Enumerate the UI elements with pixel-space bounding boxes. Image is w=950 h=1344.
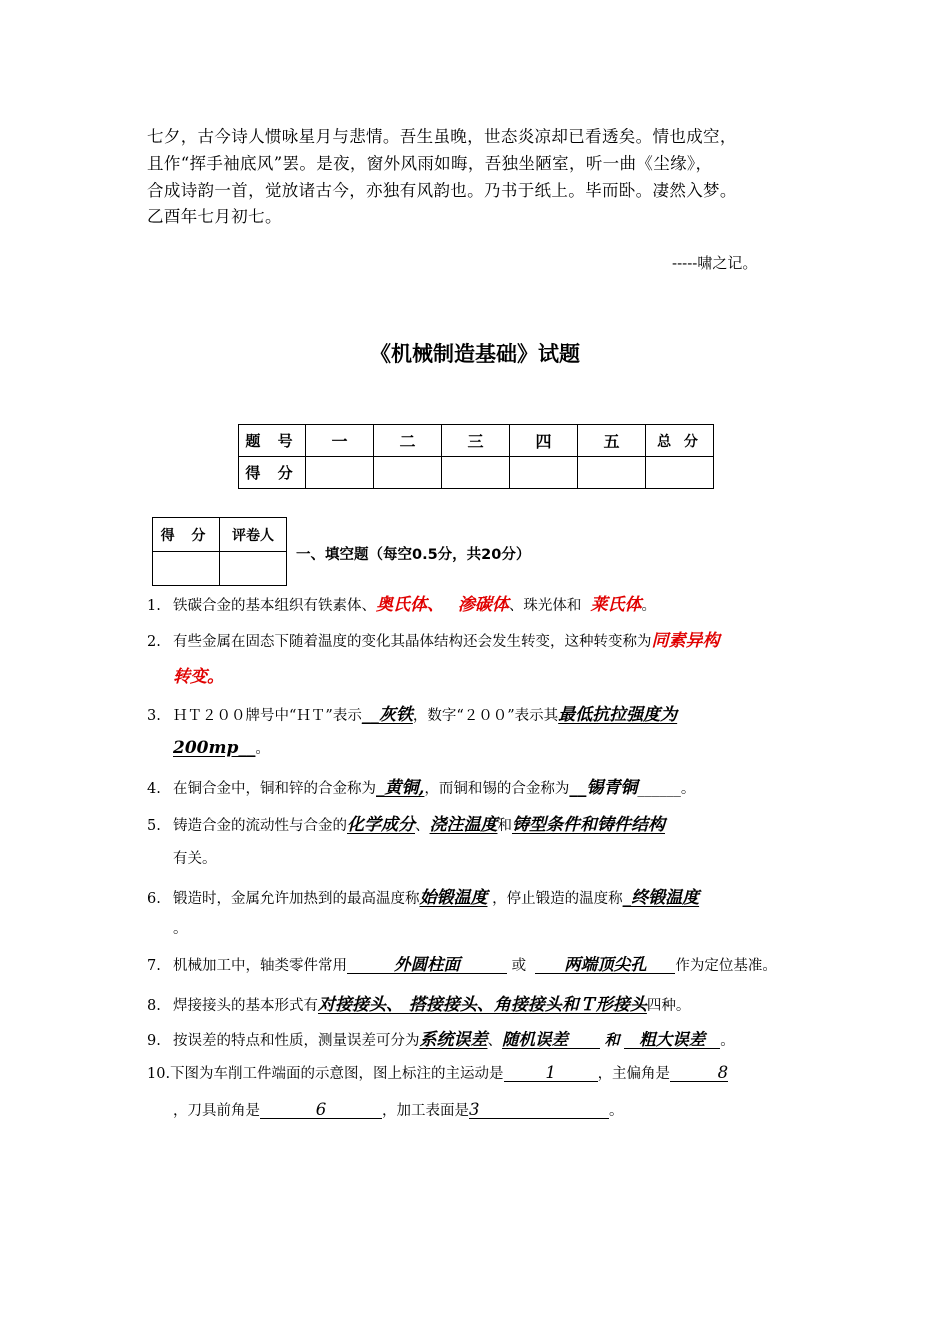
- score-row-header: 得 分: [239, 457, 306, 489]
- question-text: ，主偏角是: [597, 1066, 671, 1082]
- answer: 渗碳体: [457, 595, 509, 615]
- answer: 随机误差: [502, 1031, 600, 1049]
- score-cell: [374, 457, 442, 489]
- question-text: ，而铜和锡的合金称为: [424, 781, 570, 797]
- question-4: [147, 773, 695, 798]
- column-header: 一: [306, 425, 374, 457]
- total-header: 总 分: [646, 425, 714, 457]
- question-number: 7.: [147, 958, 161, 974]
- question-6-continued: [147, 917, 188, 938]
- question-10: [147, 1062, 728, 1083]
- question-text: 作为定位基准。: [675, 958, 777, 974]
- page-title: 《机械制造基础》试题: [370, 342, 580, 366]
- question-text: 四种。: [646, 998, 691, 1014]
- score-cell: [442, 457, 510, 489]
- answer: __灰铁: [361, 705, 413, 725]
- score-cell: [306, 457, 374, 489]
- column-header: 二: [374, 425, 442, 457]
- score-cell: [510, 457, 578, 489]
- answer: 200mp__: [173, 738, 256, 758]
- question-text: 铁碳合金的基本组织有铁素体、: [173, 598, 376, 614]
- grader-table: [152, 517, 287, 586]
- question-1: [147, 590, 656, 615]
- preface-line: 乙酉年七月初七。: [147, 207, 282, 227]
- question-8: [147, 990, 690, 1015]
- preface-signature: -----啸之记。: [672, 254, 758, 272]
- answer: __锡青铜: [569, 778, 638, 798]
- question-number: 3.: [147, 708, 161, 724]
- question-3: [147, 700, 677, 725]
- question-text: ，停止锻造的温度称: [492, 891, 623, 907]
- question-text: ，数字“２００”表示其: [412, 708, 559, 724]
- question-text: 。: [173, 921, 188, 937]
- answer: _终锻温度: [622, 888, 700, 908]
- question-5: [147, 810, 665, 835]
- question-text: 、: [415, 818, 430, 834]
- question-text: 。: [255, 741, 270, 757]
- score-table: [238, 424, 714, 489]
- answer: 奥氏体、: [376, 595, 444, 615]
- column-header: 三: [442, 425, 510, 457]
- answer: 1: [504, 1064, 598, 1082]
- question-text: 。: [720, 1033, 735, 1049]
- question-number: 4.: [147, 781, 161, 797]
- answer: 铸型条件和铸件结构: [512, 815, 665, 835]
- answer: 始锻温度: [419, 888, 488, 908]
- question-text: ，加工表面是: [382, 1103, 469, 1119]
- question-text: 按误差的特点和性质，测量误差可分为: [173, 1033, 420, 1049]
- preface-line: 且作“挥手袖底风”罢。是夜，窗外风雨如晦，吾独坐陋室，听一曲《尘缘》，: [147, 153, 713, 173]
- question-text: 。: [609, 1103, 624, 1119]
- question-6: [147, 883, 699, 908]
- column-header: 四: [510, 425, 578, 457]
- question-number: 2.: [147, 634, 161, 650]
- column-header: 五: [578, 425, 646, 457]
- question-3-continued: [147, 737, 270, 758]
- preface-line: 合成诗韵一首，觉放诸古今，亦独有风韵也。乃书于纸上。毕而卧。凄然入梦。: [147, 180, 737, 200]
- preface-paragraph: [147, 124, 812, 231]
- question-text: 机械加工中，轴类零件常用: [173, 958, 347, 974]
- answer: 同素异构: [651, 631, 720, 651]
- question-number-header: 题 号: [239, 425, 306, 457]
- question-10-continued: [147, 1099, 624, 1120]
- preface-line: 七夕，古今诗人惯咏星月与悲情。吾生虽晚，世态炎凉却已看透矣。情也成空，: [147, 127, 737, 146]
- question-text: ______。: [637, 781, 696, 797]
- answer: 莱氏体: [590, 595, 642, 615]
- question-number: 10.: [147, 1066, 171, 1082]
- answer: 外圆柱面: [347, 956, 507, 974]
- question-text: 下图为车削工件端面的示意图，图上标注的主运动是: [170, 1066, 504, 1082]
- question-text: 锻造时，金属允许加热到的最高温度称: [173, 891, 420, 907]
- question-number: 1.: [147, 598, 161, 614]
- question-text: 和: [604, 1031, 620, 1049]
- answer: _黄铜,: [376, 778, 425, 798]
- answer: 6: [260, 1101, 382, 1119]
- answer: 两端顶尖孔: [535, 956, 675, 974]
- question-text: 、: [487, 1033, 502, 1049]
- section-title: 一、填空题（每空0.5分，共20分）: [296, 547, 531, 563]
- question-number: 8.: [147, 998, 161, 1014]
- grader-score-header: 得 分: [153, 518, 220, 552]
- question-text: 。: [641, 598, 657, 614]
- question-9: [147, 1025, 735, 1050]
- question-number: 6.: [147, 891, 161, 907]
- question-2: [147, 626, 720, 651]
- answer: 转变。: [173, 667, 224, 687]
- question-number: 9.: [147, 1033, 161, 1049]
- question-2-continued: [147, 662, 224, 687]
- grader-name-header: 评卷人: [220, 518, 287, 552]
- question-text: 有些金属在固态下随着温度的变化其晶体结构还会发生转变，这种转变称为: [173, 634, 652, 650]
- answer: 对接接头、 搭接接头、角接接头和Ｔ形接头: [318, 995, 647, 1015]
- answer: 化学成分: [347, 815, 415, 835]
- question-text: 和: [497, 818, 512, 834]
- score-cell: [646, 457, 714, 489]
- question-text: 铸造合金的流动性与合金的: [173, 818, 347, 834]
- answer: 8: [670, 1064, 728, 1082]
- answer: 3: [469, 1101, 609, 1119]
- score-cell: [578, 457, 646, 489]
- answer: 系统误差: [419, 1030, 488, 1050]
- question-text: ＨＴ２００牌号中“ＨＴ”表示: [173, 708, 362, 724]
- grader-score-cell: [153, 552, 220, 586]
- question-text: 或: [511, 958, 527, 974]
- question-7: [147, 954, 777, 975]
- answer: 最低抗拉强度为: [558, 705, 678, 725]
- grader-name-cell: [220, 552, 287, 586]
- question-text: 在铜合金中，铜和锌的合金称为: [173, 781, 376, 797]
- question-text: 焊接接头的基本形式有: [173, 998, 318, 1014]
- answer: 粗大误差: [624, 1031, 720, 1049]
- question-text: ，刀具前角是: [173, 1103, 260, 1119]
- answer: 浇注温度: [429, 815, 498, 835]
- question-text: 有关。: [173, 851, 217, 867]
- question-text: 、珠光体和: [508, 598, 582, 614]
- question-5-continued: [147, 847, 217, 868]
- question-number: 5.: [147, 818, 161, 834]
